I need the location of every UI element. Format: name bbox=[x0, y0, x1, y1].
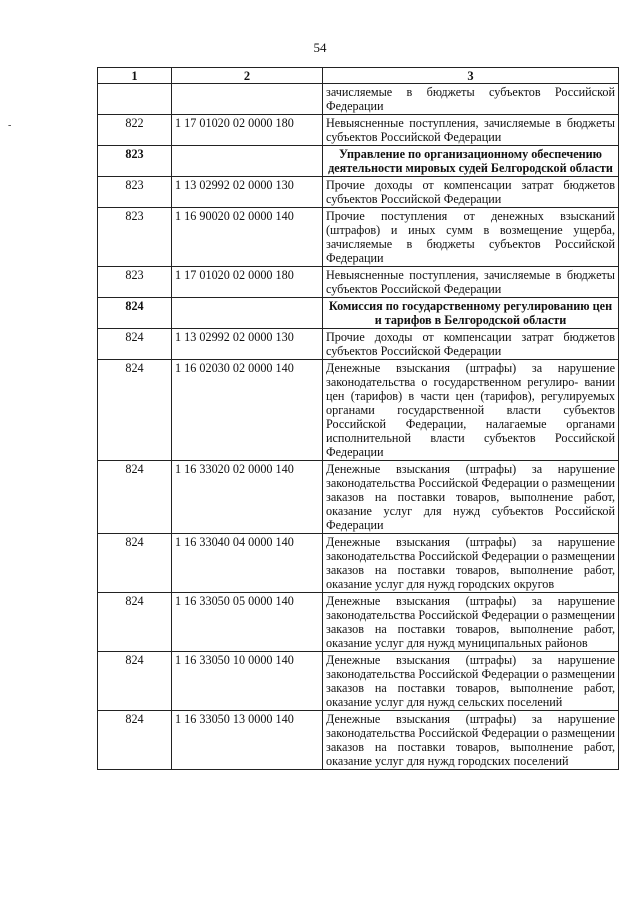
revenue-description-cell: Денежные взыскания (штрафы) за нарушение законодательства о государственном регулиро- вании цен (тарифов) в части цен (тарифов), регулируемых органами государственной власти субъектов Российской Федерации, налагаемые органами исполнительной власти субъектов Российской Федерации bbox=[323, 360, 619, 461]
table-row bbox=[98, 267, 619, 298]
administrator-code-cell: 824 bbox=[98, 298, 172, 329]
administrator-code-cell: 824 bbox=[98, 652, 172, 711]
administrator-code-cell: 822 bbox=[98, 115, 172, 146]
administrator-code-cell: 824 bbox=[98, 593, 172, 652]
budget-classification-code-cell: 1 16 90020 02 0000 140 bbox=[172, 208, 323, 267]
revenue-description-cell: Денежные взыскания (штрафы) за нарушение законодательства Российской Федерации о размещении заказов на поставки товаров, выполнение работ, оказание услуг для нужд муниципальных районов bbox=[323, 593, 619, 652]
budget-classification-code-cell: 1 17 01020 02 0000 180 bbox=[172, 267, 323, 298]
table-row bbox=[98, 360, 619, 461]
revenue-description-cell: Денежные взыскания (штрафы) за нарушение законодательства Российской Федерации о размещении заказов на поставки товаров, выполнение работ, оказание услуг для нужд субъектов Российской Федерации bbox=[323, 461, 619, 534]
administrator-code-cell: 823 bbox=[98, 267, 172, 298]
budget-classification-code-cell bbox=[172, 298, 323, 329]
revenue-codes-table bbox=[97, 67, 619, 770]
revenue-description-cell: зачисляемые в бюджеты субъектов Российской Федерации bbox=[323, 84, 619, 115]
administrator-code-cell: 824 bbox=[98, 461, 172, 534]
column-header-2: 2 bbox=[172, 68, 323, 84]
section-heading-row bbox=[98, 146, 619, 177]
column-header-3: 3 bbox=[323, 68, 619, 84]
budget-classification-code-cell: 1 17 01020 02 0000 180 bbox=[172, 115, 323, 146]
revenue-description-cell: Невыясненные поступления, зачисляемые в бюджеты субъектов Российской Федерации bbox=[323, 267, 619, 298]
table-row bbox=[98, 593, 619, 652]
table-header-row bbox=[98, 68, 619, 84]
revenue-description-cell: Прочие доходы от компенсации затрат бюджетов субъектов Российской Федерации bbox=[323, 177, 619, 208]
table-row bbox=[98, 711, 619, 770]
administrator-code-cell: 824 bbox=[98, 711, 172, 770]
table-row bbox=[98, 208, 619, 267]
margin-mark: - bbox=[8, 120, 12, 131]
revenue-description-cell: Денежные взыскания (штрафы) за нарушение законодательства Российской Федерации о размещении заказов на поставки товаров, выполнение работ, оказание услуг для нужд сельских поселений bbox=[323, 652, 619, 711]
budget-classification-code-cell: 1 16 33020 02 0000 140 bbox=[172, 461, 323, 534]
table-row bbox=[98, 177, 619, 208]
budget-classification-code-cell: 1 13 02992 02 0000 130 bbox=[172, 177, 323, 208]
table-row bbox=[98, 84, 619, 115]
revenue-description-cell: Прочие доходы от компенсации затрат бюджетов субъектов Российской Федерации bbox=[323, 329, 619, 360]
table-body bbox=[98, 84, 619, 770]
table-row bbox=[98, 461, 619, 534]
table-row bbox=[98, 329, 619, 360]
budget-classification-code-cell: 1 16 33050 05 0000 140 bbox=[172, 593, 323, 652]
revenue-description-cell: Невыясненные поступления, зачисляемые в бюджеты субъектов Российской Федерации bbox=[323, 115, 619, 146]
revenue-description-cell: Денежные взыскания (штрафы) за нарушение законодательства Российской Федерации о размещении заказов на поставки товаров, выполнение работ, оказание услуг для нужд городских поселений bbox=[323, 711, 619, 770]
administrator-code-cell bbox=[98, 84, 172, 115]
revenue-description-cell: Денежные взыскания (штрафы) за нарушение законодательства Российской Федерации о размещении заказов на поставки товаров, выполнение работ, оказание услуг для нужд городских округов bbox=[323, 534, 619, 593]
administrator-code-cell: 824 bbox=[98, 534, 172, 593]
administrator-code-cell: 824 bbox=[98, 360, 172, 461]
page-number: 54 bbox=[313, 40, 327, 55]
budget-classification-code-cell bbox=[172, 84, 323, 115]
column-header-1: 1 bbox=[98, 68, 172, 84]
table-row bbox=[98, 652, 619, 711]
budget-classification-code-cell: 1 16 02030 02 0000 140 bbox=[172, 360, 323, 461]
budget-classification-code-cell: 1 16 33050 10 0000 140 bbox=[172, 652, 323, 711]
administrator-code-cell: 823 bbox=[98, 177, 172, 208]
administrator-code-cell: 823 bbox=[98, 146, 172, 177]
budget-classification-code-cell: 1 16 33050 13 0000 140 bbox=[172, 711, 323, 770]
administrator-code-cell: 823 bbox=[98, 208, 172, 267]
budget-classification-code-cell bbox=[172, 146, 323, 177]
revenue-description-cell: Прочие поступления от денежных взысканий (штрафов) и иных сумм в возмещение ущерба, зачисляемые в бюджеты субъектов Российской Федерации bbox=[323, 208, 619, 267]
administrator-code-cell: 824 bbox=[98, 329, 172, 360]
section-heading-row bbox=[98, 298, 619, 329]
table-row bbox=[98, 115, 619, 146]
revenue-description-cell: Управление по организационному обеспечению деятельности мировых судей Белгородской области bbox=[323, 146, 619, 177]
budget-classification-code-cell: 1 16 33040 04 0000 140 bbox=[172, 534, 323, 593]
budget-classification-code-cell: 1 13 02992 02 0000 130 bbox=[172, 329, 323, 360]
table-row bbox=[98, 534, 619, 593]
revenue-description-cell: Комиссия по государственному регулированию цен и тарифов в Белгородской области bbox=[323, 298, 619, 329]
